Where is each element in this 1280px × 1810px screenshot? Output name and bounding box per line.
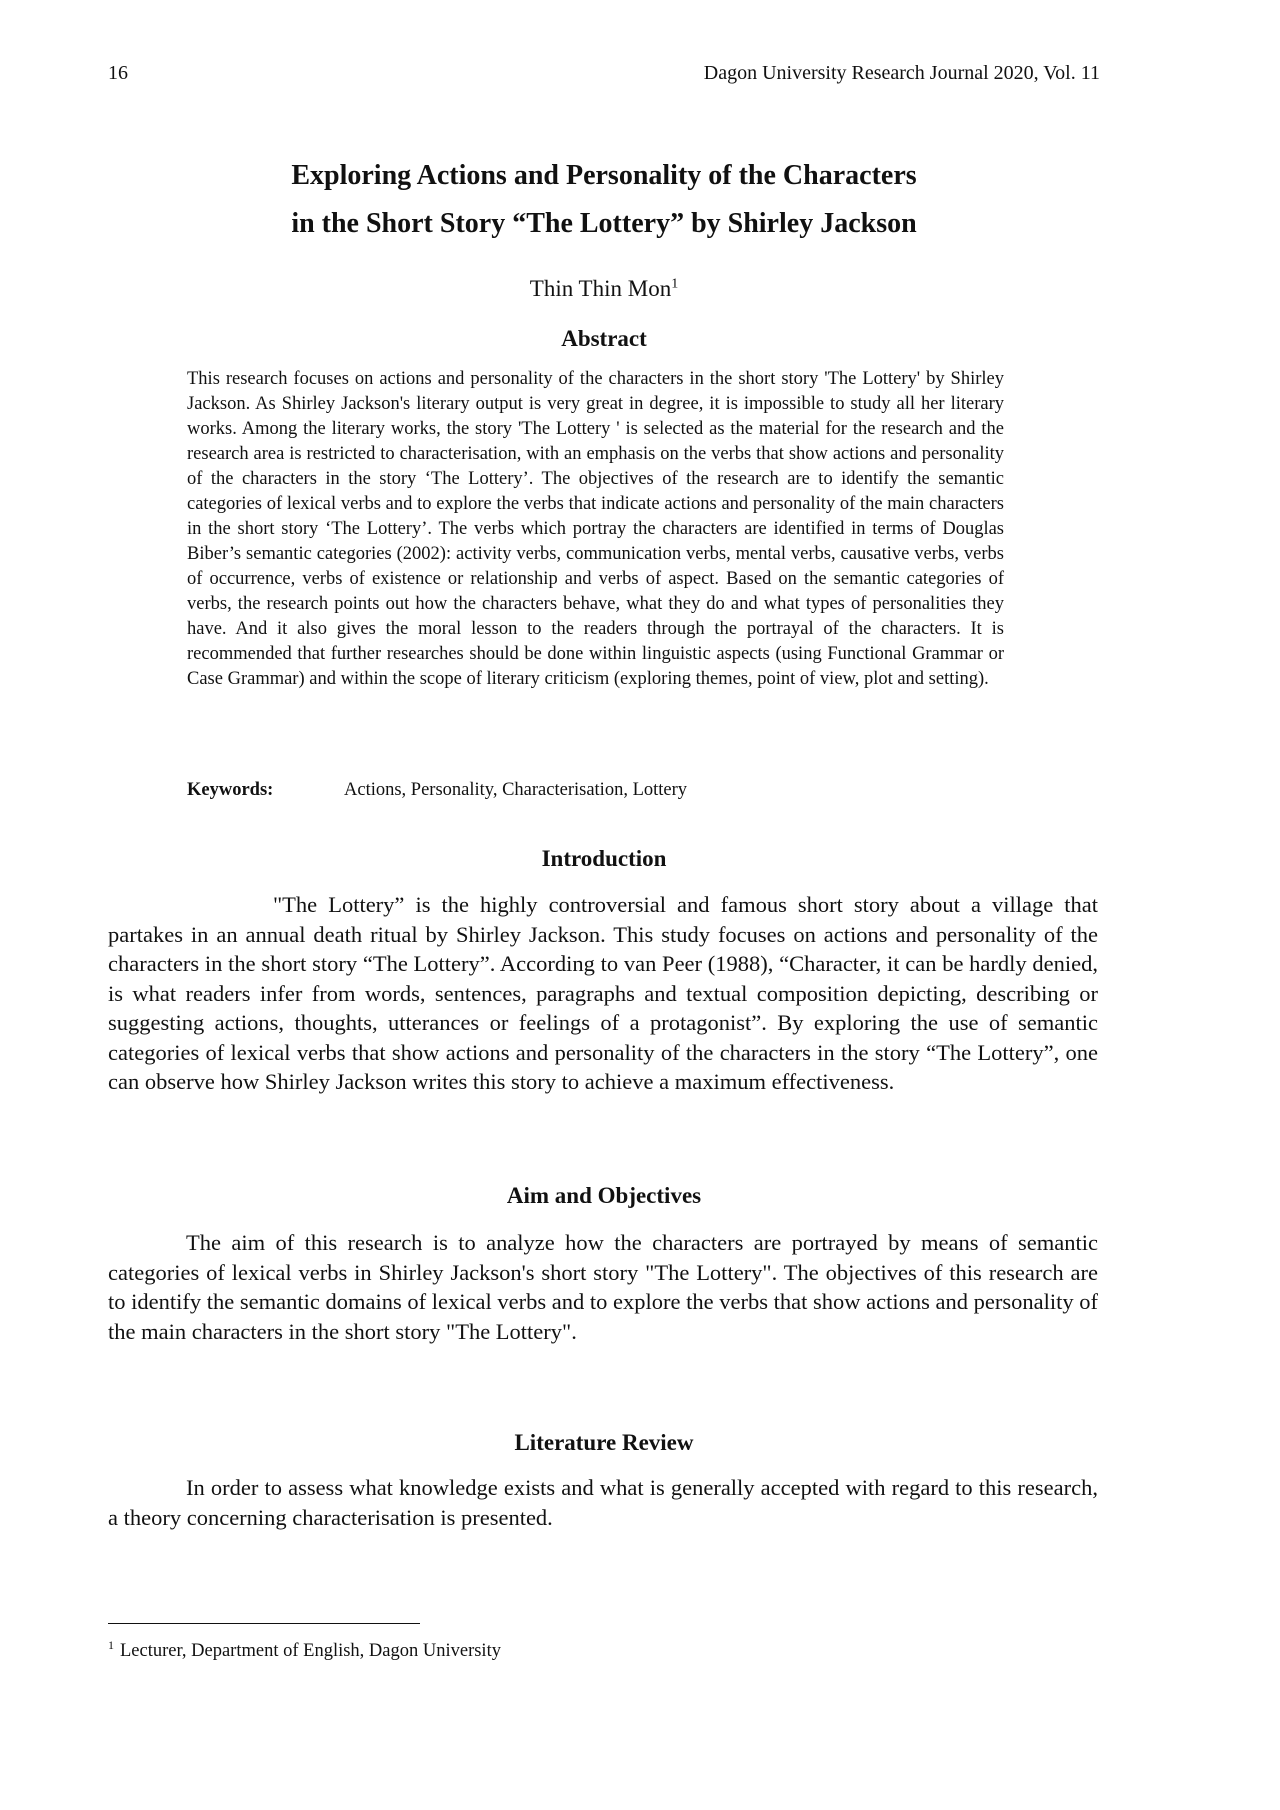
footnote <box>108 1637 501 1662</box>
running-header <box>108 62 1100 85</box>
aims-paragraph: The aim of this research is to analyze how the characters are portrayed by means of semantic categories of lexical verbs in Shirley Jackson's short story "The Lottery". The objectives of this research are to identify the semantic domains of lexical verbs and to explore the verbs that show actions and personality of the main characters in the short story "The Lottery". <box>108 1230 1098 1344</box>
abstract-heading: Abstract <box>561 326 647 351</box>
keywords-line <box>187 780 1004 801</box>
page-number: 16 <box>108 62 128 84</box>
introduction-heading: Introduction <box>541 846 667 871</box>
introduction-paragraph: "The Lottery” is the highly controversial and famous short story about a village that partakes in an annual death ritual by Shirley Jackson. This study focuses on actions and personality of the characters in the short story “The Lottery”. According to van Peer (1988), “Character, it can be hardly denied, is what readers infer from words, sentences, paragraphs and textual composition depicting, describing or suggesting actions, thoughts, utterances or feelings of a protagonist”. By exploring the use of semantic categories of lexical verbs that show actions and personality of the characters in the story “The Lottery”, one can observe how Shirley Jackson writes this story to achieve a maximum effectiveness. <box>108 892 1098 1094</box>
journal-name: Dagon University Research Journal 2020, Vol. 11 <box>703 62 1100 84</box>
title-block <box>108 152 1100 302</box>
literature-review-paragraph: In order to assess what knowledge exists and what is generally accepted with regard to this research, a theory concerning characterisation is presented. <box>108 1475 1098 1530</box>
paper-title-line-2: in the Short Story “The Lottery” by Shirley Jackson <box>291 208 917 239</box>
author-footnote-mark: 1 <box>671 276 679 292</box>
paper-title-line-1: Exploring Actions and Personality of the Characters <box>291 160 917 191</box>
footnote-divider <box>108 1623 420 1624</box>
author-line <box>108 276 1100 302</box>
abstract-text: This research focuses on actions and personality of the characters in the short story 'The Lottery' by Shirley Jackson. As Shirley Jackson's literary output is very great in degree, it is impossible to study all her literary works. Among the literary works, the story 'The Lottery ' is selected as the material for the research and the research area is restricted to characterisation, with an emphasis on the verbs that show actions and personality of the characters in the story ‘The Lottery’. The objectives of the research are to identify the semantic categories of lexical verbs and to explore the verbs that indicate actions and personality of the main characters in the short story ‘The Lottery’. The verbs which portray the characters are identified in terms of Douglas Biber’s semantic categories (2002): activity verbs, communication verbs, mental verbs, causative verbs, verbs of occurrence, verbs of existence or relationship and verbs of aspect. Based on the semantic categories of verbs, the research points out how the characters behave, what they do and what types of personalities they have. And it also gives the moral lesson to the readers through the portrayal of the characters. It is recommended that further researches should be done within linguistic aspects (using Functional Grammar or Case Grammar) and within the scope of literary criticism (exploring themes, point of view, plot and setting). <box>187 369 1004 689</box>
aims-heading: Aim and Objectives <box>506 1183 702 1208</box>
footnote-mark: 1 <box>108 1637 114 1652</box>
literature-review-heading: Literature Review <box>514 1430 694 1455</box>
author-name: Thin Thin Mon <box>529 276 672 301</box>
keywords-label: Keywords: <box>187 780 274 800</box>
footnote-text: Lecturer, Department of English, Dagon University <box>120 1641 501 1661</box>
keywords-value: Actions, Personality, Characterisation, Lottery <box>344 780 688 800</box>
